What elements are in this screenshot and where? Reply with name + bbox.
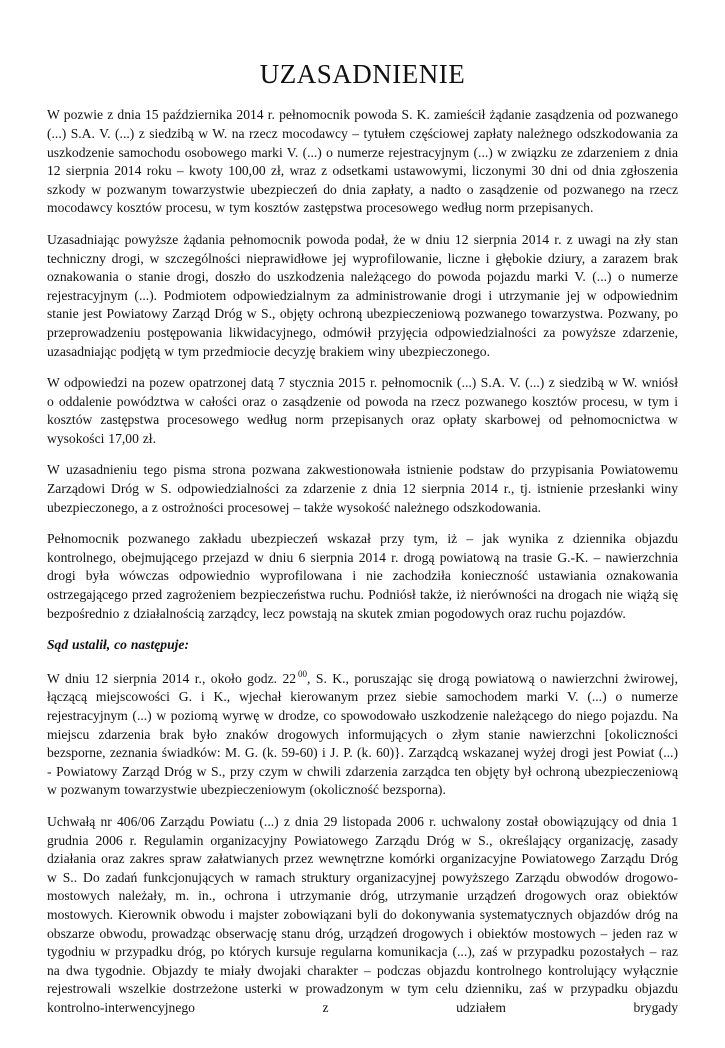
section-heading: Sąd ustalił, co następuje:: [47, 637, 189, 653]
paragraph: Pełnomocnik pozwanego zakładu ubezpieczeń wskazał przy tym, iż – jak wynika z dziennika objazdu kontrolnego, obejmującego przejazd w dniu 6 sierpnia 2014 r. drogą powiatową na trasie G.-K. – nawierzchnia drogi była wówczas odpowiednio wyprofilowana i nie zachodziła konieczność ustawiania oznakowania ostrzegającego przed zagrożeniem bezpieczeństwa ruchu. Podniósł także, iż nierówności na drogach nie wiążą się bezpośrednio z działalnością zarządcy, lecz powstają na skutek zmian pogodowych oraz ruchu pojazdów.: [47, 531, 678, 621]
finding-text-before-sup: W dniu 12 sierpnia 2014 r., około godz. 22: [47, 670, 297, 686]
paragraph: Uchwałą nr 406/06 Zarządu Powiatu (...) z dnia 29 listopada 2006 r. uchwalony został obowiązujący od dnia 1 grudnia 2006 r. Regulamin organizacyjny Powiatowego Zarządu Dróg w S., określający organizację, zasady działania oraz zakres spraw załatwianych przez wewnętrzne komórki organizacyjne Powiatowego Zarządu Dróg w S.. Do zadań funkcjonujących w ramach struktury organizacyjnej powyższego Zarządu obwodów drogowo-mostowych należały, m. in., ochrona i utrzymanie dróg, utrzymanie urządzeń drogowych oraz obiektów mostowych. Kierownik obwodu i majster zobowiązani byli do dokonywania systematycznych objazdów dróg na obszarze obwodu, prowadząc obserwację stanu dróg, urządzeń drogowych i obiektów mostowych – jeden raz w tygodniu w przypadku dróg, po których kursuje regularna komunikacja (...), zaś w przypadku pozostałych – raz na dwa tygodnie. Objazdy te miały dwojaki charakter – podczas objazdu kontrolnego kontrolujący wyłącznie rejestrowali wszelkie dostrzeżone usterki w prowadzonym w tym celu dzienniku, zaś w przypadku objazdu kontrolno-interwencyjnego z udziałem brygady: [47, 813, 678, 1015]
paragraph: W pozwie z dnia 15 października 2014 r. pełnomocnik powoda S. K. zamieścił żądanie zasądzenia od pozwanego (...) S.A. V. (...) z siedzibą w W. na rzecz mocodawcy – tytułem częściowej zapłaty należnego odszkodowania za uszkodzenie samochodu osobowego marki V. (...) o numerze rejestracyjnym (...) w związku ze zdarzeniem z dnia 12 sierpnia 2014 roku – kwoty 100,00 zł, wraz z odsetkami ustawowymi, liczonymi 30 dni od dnia zgłoszenia szkody w pozwanym towarzystwie ubezpieczeń do dnia zapłaty, a nadto o zasądzenie od pozwanego na rzecz mocodawcy kosztów procesu, w tym kosztów zastępstwa procesowego według norm przepisanych.: [47, 107, 678, 216]
paragraph: [47, 670, 678, 800]
document-title: UZASADNIENIE: [259, 59, 466, 89]
paragraph: W odpowiedzi na pozew opatrzonej datą 7 stycznia 2015 r. pełnomocnik (...) S.A. V. (...) z siedzibą w W. wniósł o oddalenie powództwa w całości oraz o zasądzenie od powoda na rzecz pozwanego kosztów procesu, w tym i kosztów zastępstwa procesowego według norm przepisanych oraz opłaty skarbowej od pełnomocnictwa w wysokości 17,00 zł.: [47, 375, 678, 446]
paragraph: Uzasadniając powyższe żądania pełnomocnik powoda podał, że w dniu 12 sierpnia 2014 r. z uwagi na zły stan techniczny drogi, w szczególności nieprawidłowe jej wyprofilowanie, liczne i głębokie dziury, a zarazem brak oznakowania o stanie drogi, doszło do uszkodzenia należącego do powoda pojazdu marki V. (...) o numerze rejestracyjnym (...). Podmiotem odpowiedzialnym za administrowanie drogi i utrzymanie jej w odpowiednim stanie jest Powiatowy Zarząd Dróg w S., objęty ochroną ubezpieczeniową pozwanego towarzystwa. Pozwany, po przeprowadzeniu postępowania likwidacyjnego, odmówił przyjęcia odpowiedzialności za powyższe zdarzenie, uzasadniając podjętą w tym przedmiocie decyzję brakiem winy ubezpieczonego.: [47, 231, 678, 359]
hour-superscript: 00: [298, 669, 308, 680]
paragraph: W uzasadnieniu tego pisma strona pozwana zakwestionowała istnienie podstaw do przypisania Powiatowemu Zarządowi Dróg w S. odpowiedzialności za zdarzenie z dnia 12 sierpnia 2014 r., tj. istnienie przesłanki winy ubezpieczonego, a z ostrożności procesowej – także wysokość należnego odszkodowania.: [47, 462, 678, 515]
finding-text-after-sup: , S. K., poruszając się drogą powiatową o nawierzchni żwirowej, łączącą miejscowości G. i K., wjechał kierowanym przez siebie samochodem marki V. (...) o numerze rejestracyjnym (...) w poziomą wyrwę w drodze, co spowodowało uszkodzenie należącego do niego pojazdu. Na miejscu zdarzenia brak było znaków drogowych informujących o złym stanie nawierzchni [okoliczności bezsporne, zeznania świadków: M. G. (k. 59-60) i J. P. (k. 60)}. Zarządcą wskazanej wyżej drogi jest Powiat (...) - Powiatowy Zarząd Dróg w S., przy czym w chwili zdarzenia zarządca ten objęty był ochroną ubezpieczeniową w pozwanym towarzystwie ubezpieczeniowym (okoliczność bezsporna).: [47, 670, 678, 798]
